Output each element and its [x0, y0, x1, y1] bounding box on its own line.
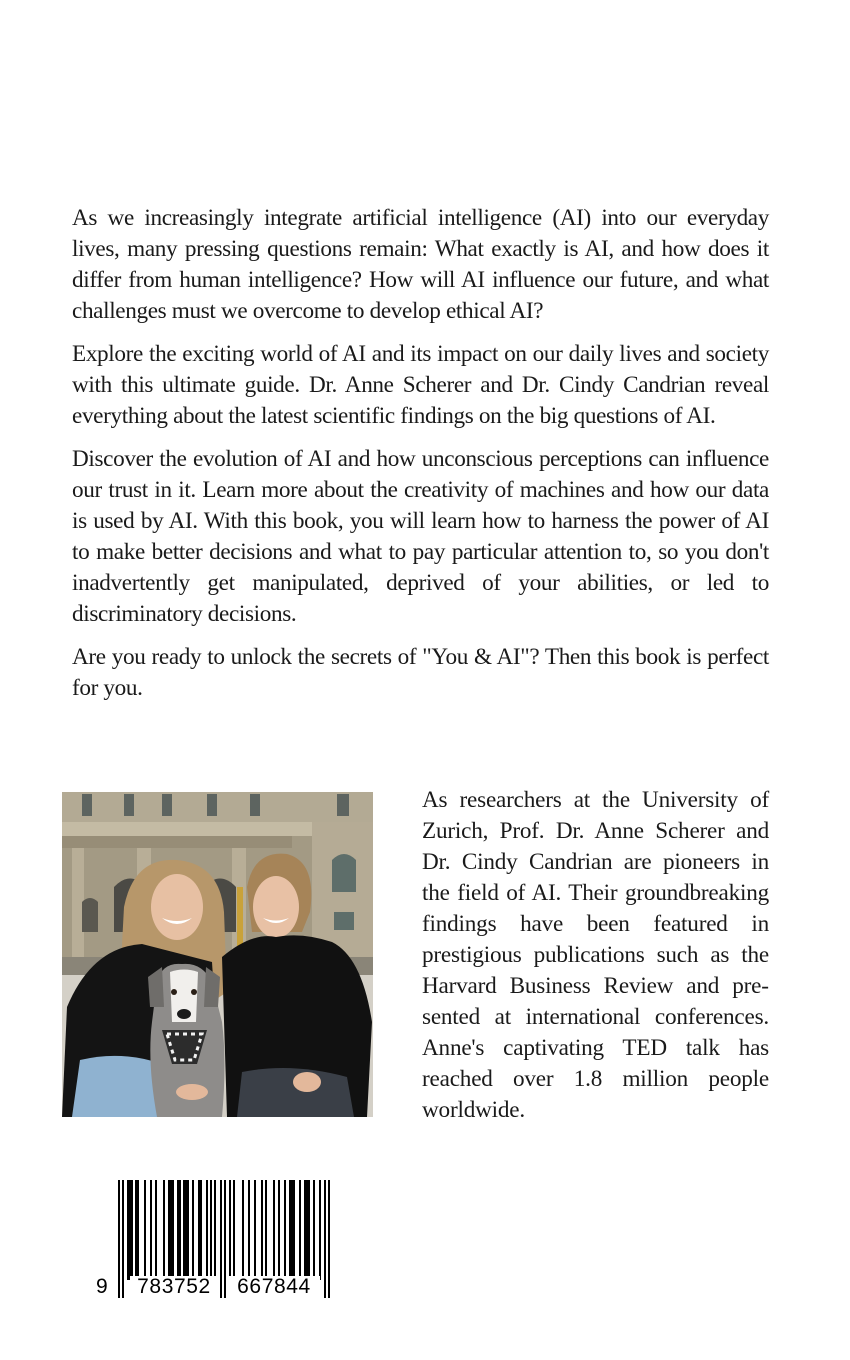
author-photo — [62, 792, 373, 1117]
blurb-paragraph: Discover the evolution of AI and how unconscious perceptions can influence our trust in it. Learn more about the creativity of machines and how our data is used by AI. With this book, you will learn how to harness the power of AI to make better decisions and what to pay particular attention to, so you don't inadvertently get manipulated, deprived of your abilities, or led to discriminatory decisions. — [72, 446, 769, 627]
blurb-paragraph: Explore the exciting world of AI and its impact on our daily lives and society with this ultimate guide. Dr. Anne Scherer and Dr. Cindy Candrian reveal everything about the latest scientific findings on the big questions of AI. — [72, 341, 769, 429]
barcode-digit-first: 9 — [96, 1275, 108, 1298]
isbn-barcode — [96, 1180, 336, 1300]
blurb-paragraph: As we increasingly integrate artificial intelligence (AI) into our everyday lives, many pressing questions remain: What exactly is AI, and how does it differ from human intelligence? How will AI influence our future, and what challenges must we overcome to develop ethical AI? — [72, 205, 769, 324]
barcode-digits-left: 783752 — [130, 1276, 218, 1298]
author-bio-text: As researchers at the University of Zurich, Prof. Dr. Anne Scherer and Dr. Cindy Candrian are pioneers in the field of AI. Their groundbreaking findings have been featured in prestigious publications such as the Harvard Business Review and presented at international conferences. Anne's captivating TED talk has reached over 1.8 million people worldwide. — [422, 787, 769, 1123]
barcode-digits-right: 667844 — [228, 1276, 320, 1298]
blurb-paragraph: Are you ready to unlock the secrets of "You & AI"? Then this book is perfect for you. — [72, 644, 769, 701]
author-photo-illustration — [62, 792, 373, 1117]
author-bio — [422, 785, 769, 1126]
back-cover-blurb — [72, 203, 769, 716]
